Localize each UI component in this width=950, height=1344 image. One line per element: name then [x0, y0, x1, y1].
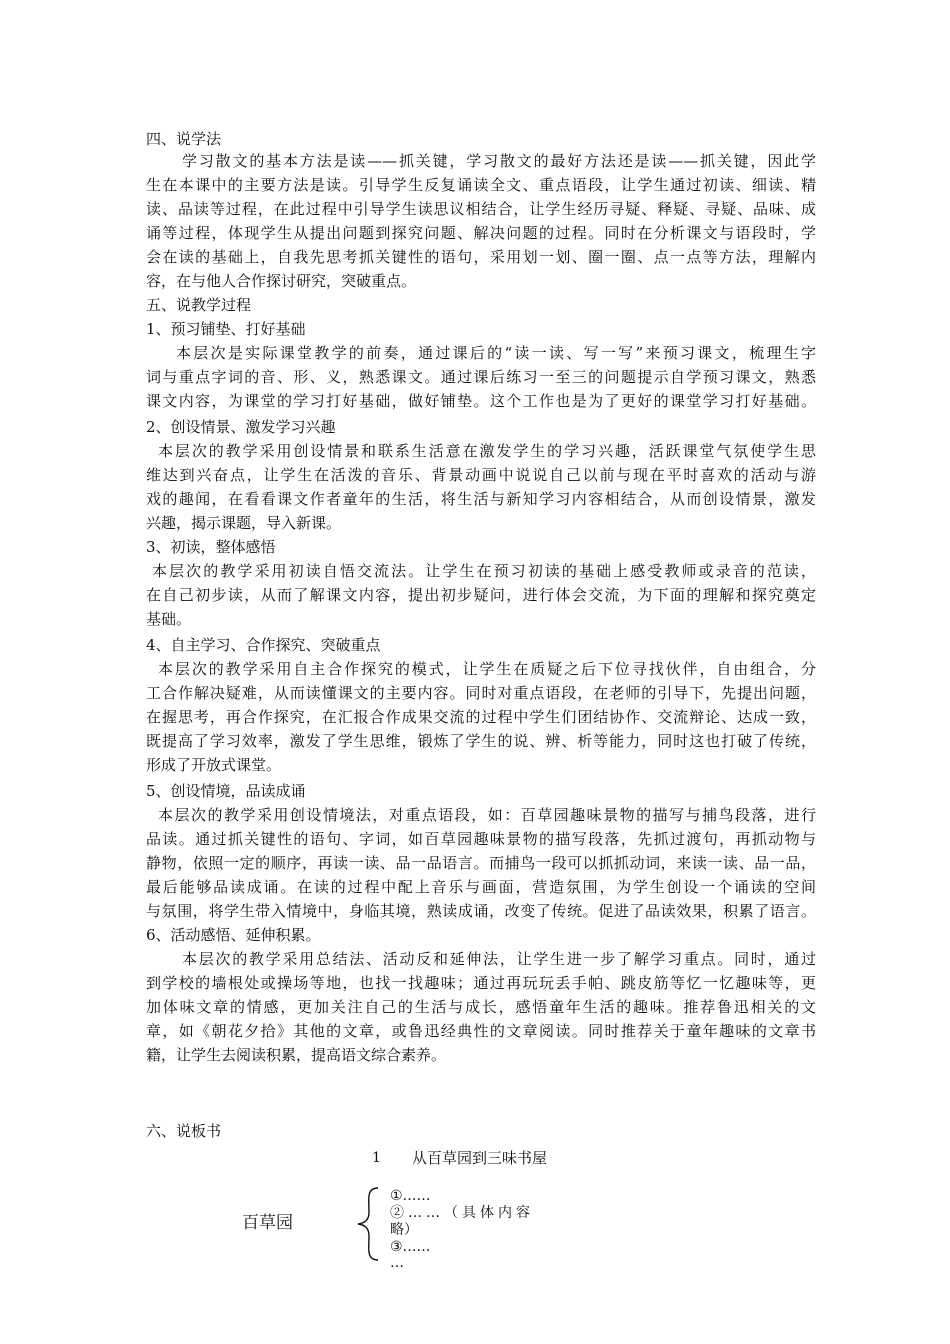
- section-heading-6: 六、说板书: [146, 1122, 222, 1140]
- paragraph-line: 容，在与他人合作探讨研究，突破重点。: [146, 272, 417, 290]
- subsection-heading-4: 4、自主学习、合作探究、突破重点: [146, 636, 381, 654]
- paragraph-line: 加体味文章的情感，更加关注自己的生活与成长，感悟童年生活的趣味。推荐鲁迅相关的文: [146, 998, 816, 1016]
- paragraph-line: 本层次的教学采用初读自悟交流法。让学生在预习初读的基础上感受教师或录音的范读，: [152, 562, 816, 580]
- paragraph-line: 本层次是实际课堂教学的前奏，通过课后的“读一读、写一写”来预习课文，梳理生字: [176, 344, 816, 362]
- board-label: 百草园: [242, 1213, 293, 1233]
- subsection-heading-1: 1、预习铺垫、打好基础: [146, 320, 306, 338]
- section-heading-5: 五、说教学过程: [146, 296, 252, 314]
- board-item-2-text: ②……（具体内容: [390, 1205, 534, 1221]
- subsection-heading-6: 6、活动感悟、延伸积累。: [146, 926, 321, 944]
- section-heading-4: 四、说学法: [146, 130, 222, 148]
- board-item-1: ①……: [390, 1188, 431, 1204]
- subsection-heading-2: 2、创设情景、激发学习兴趣: [146, 418, 336, 436]
- board-item-2-continued: 略）: [390, 1222, 418, 1238]
- board-number: 1: [372, 1150, 381, 1166]
- paragraph-line: 词与重点字词的音、形、义，熟悉课文。通过课后练习一至三的问题提示自学预习课文，熟悉: [146, 368, 816, 386]
- curly-brace-icon: [354, 1186, 382, 1262]
- paragraph-line: 本层次的教学采用自主合作探究的模式，让学生在质疑之后下位寻找伙伴，自由组合，分: [158, 660, 816, 678]
- paragraph-line: 学习散文的基本方法是读——抓关键，学习散文的最好方法还是读——抓关键，因此学: [182, 152, 816, 170]
- paragraph-line: 章，如《朝花夕拾》其他的文章，或鲁迅经典性的文章阅读。同时推荐关于童年趣味的文章书: [146, 1022, 816, 1040]
- paragraph-line: 诵等过程，体现学生从提出问题到探究问题、解决问题的过程。同时在分析课文与语段时，学: [146, 224, 816, 242]
- paragraph-line: 兴趣，揭示课题，导入新课。: [146, 514, 342, 532]
- subsection-heading-3: 3、初读，整体感悟: [146, 538, 276, 556]
- paragraph-line: 会在读的基础上，自我先思考抓关键性的语句，采用划一划、圈一圈、点一点等方法，理解内: [146, 248, 816, 266]
- paragraph-line: 基础。: [146, 610, 192, 628]
- paragraph-line: 到学校的墙根处或操场等地，也找一找趣味；通过再玩玩丢手帕、跳皮筋等忆一忆趣味等，更: [146, 974, 816, 992]
- paragraph-line: 维达到兴奋点，让学生在活泼的音乐、背景动画中说说自己以前与现在平时喜欢的活动与游: [146, 466, 816, 484]
- board-title: 从百草园到三味书屋: [412, 1149, 548, 1167]
- paragraph-line: 在自己初步读，从而了解课文内容，提出初步疑问，进行体会交流，为下面的理解和探究奠定: [146, 586, 816, 604]
- paragraph-line: 本层次的教学采用创设情境法，对重点语段，如：百草园趣味景物的描写与捕鸟段落，进行: [158, 806, 816, 824]
- paragraph-line: 籍，让学生去阅读积累，提高语文综合素养。: [146, 1046, 447, 1064]
- paragraph-line: 品读。通过抓关键性的语句、字词，如百草园趣味景物的描写段落，先抓过渡句，再抓动物与: [146, 830, 816, 848]
- paragraph-line: 读、品读等过程，在此过程中引导学生读思议相结合，让学生经历寻疑、释疑、寻疑、品味、成: [146, 200, 816, 218]
- paragraph-line: 静物，依照一定的顺序，再读一读、品一品语言。而捕鸟一段可以抓抓动词，来读一读、品一品，: [146, 854, 816, 872]
- paragraph-line: 与氛围，将学生带入情境中，身临其境，熟读成诵，改变了传统。促进了品读效果，积累了语言。: [146, 902, 816, 920]
- paragraph-line: 本层次的教学采用创设情景和联系生活意在激发学生的学习兴趣，活跃课堂气氛使学生思: [158, 442, 816, 460]
- paragraph-line: 生在本课中的主要方法是读。引导学生反复诵读全文、重点语段，让学生通过初读、细读、精: [146, 176, 816, 194]
- paragraph-line: 在握思考，再合作探究，在汇报合作成果交流的过程中学生们团结协作、交流辩论、达成一致，: [146, 708, 816, 726]
- paragraph-line: 最后能够品读成诵。在读的过程中配上音乐与画面，营造氛围，为学生创设一个诵读的空间: [146, 878, 816, 896]
- board-item-3: ③……: [390, 1239, 431, 1255]
- subsection-heading-5: 5、创设情境，品读成诵: [146, 782, 306, 800]
- paragraph-line: 戏的趣闻，在看看课文作者童年的生活，将生活与新知学习内容相结合，从而创设情景，激发: [146, 490, 816, 508]
- paragraph-line: 既提高了学习效率，激发了学生思维，锻炼了学生的说、辨、析等能力，同时这也打破了传统，: [146, 732, 816, 750]
- paragraph-line: 形成了开放式课堂。: [146, 756, 282, 774]
- paragraph-line: 工合作解决疑难，从而读懂课文的主要内容。同时对重点语段，在老师的引导下，先提出问题，: [146, 684, 816, 702]
- board-item-ellipsis: …: [390, 1255, 404, 1271]
- board-item-2: [390, 1204, 534, 1222]
- paragraph-line: 课文内容，为课堂的学习打好基础，做好铺垫。这个工作也是为了更好的课堂学习打好基础。: [146, 392, 816, 410]
- paragraph-line: 本层次的教学采用总结法、活动反和延伸法，让学生进一步了解学习重点。同时，通过: [182, 950, 816, 968]
